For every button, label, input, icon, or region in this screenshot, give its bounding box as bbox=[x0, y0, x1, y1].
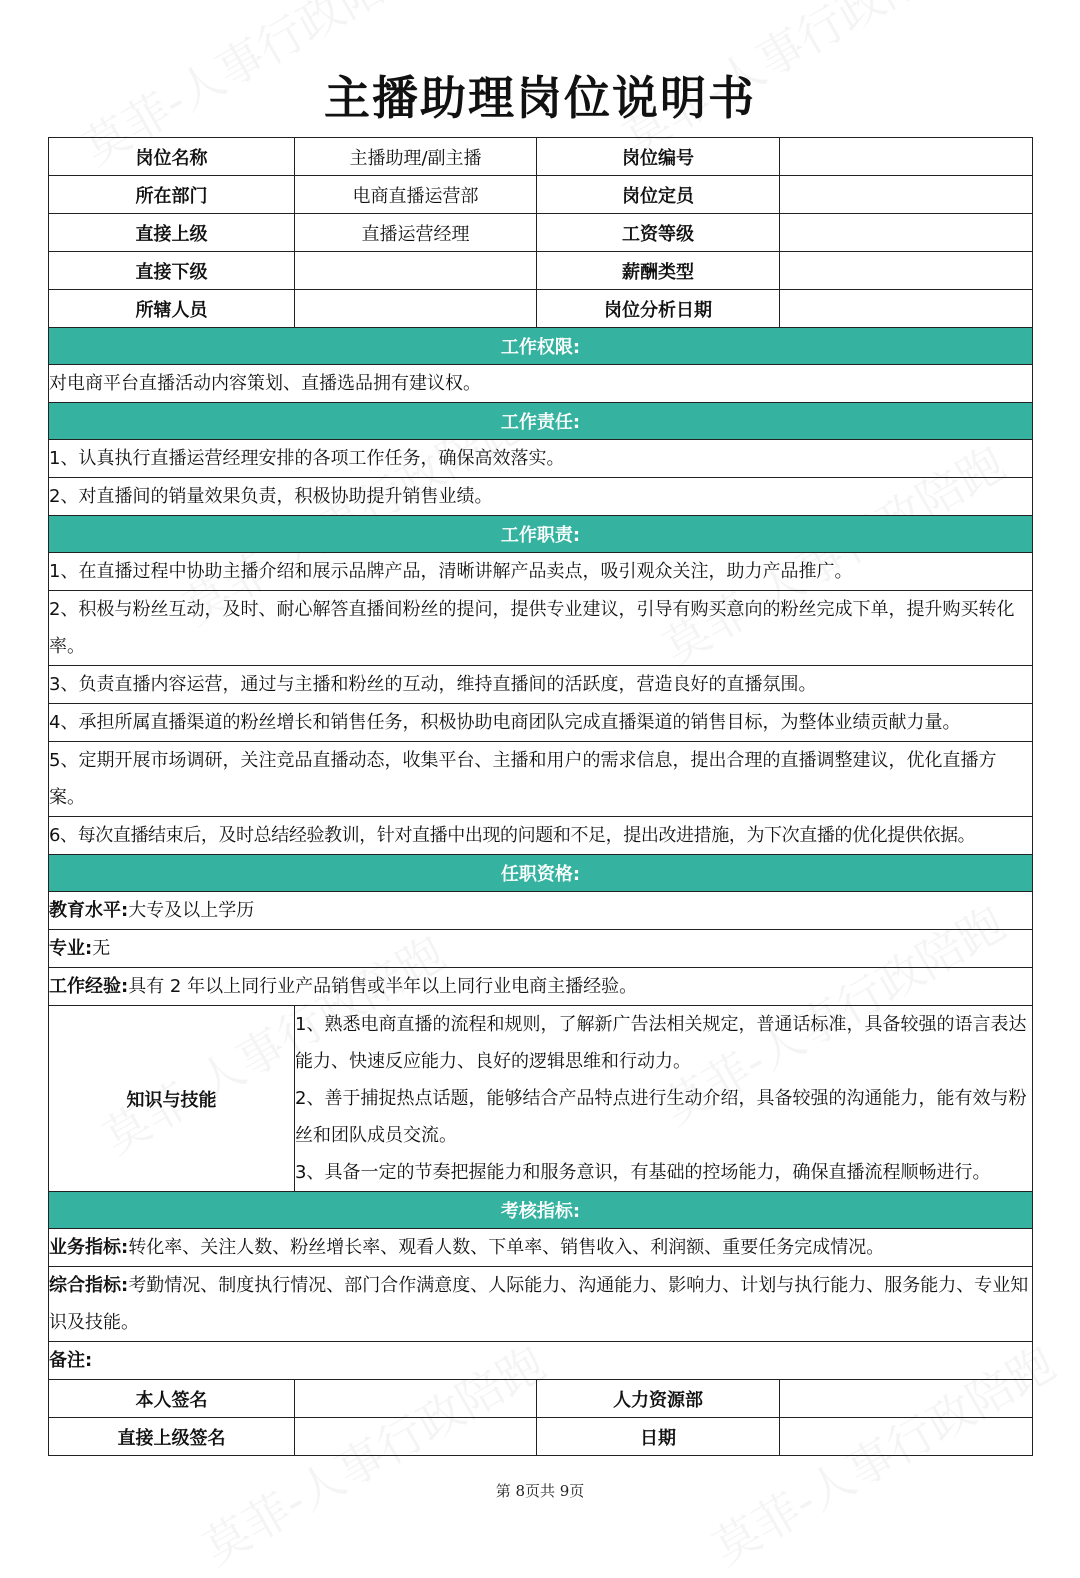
text-row bbox=[49, 365, 1033, 403]
experience-row bbox=[49, 968, 1033, 1006]
department-value: 电商直播运营部 bbox=[295, 176, 537, 214]
overall-kpi-label: 综合指标: bbox=[49, 1275, 129, 1296]
text-row bbox=[49, 666, 1033, 704]
duty-item: 4、承担所属直播渠道的粉丝增长和销售任务，积极协助电商团队完成直播渠道的销售目标，为整体业绩贡献力量。 bbox=[49, 704, 1033, 742]
remarks-row bbox=[49, 1342, 1033, 1380]
department-label: 所在部门 bbox=[49, 176, 295, 214]
duty-item: 2、积极与粉丝互动，及时、耐心解答直播间粉丝的提问，提供专业建议，引导有购买意向的粉丝完成下单，提升购买转化率。 bbox=[49, 591, 1033, 666]
skill-item: 3、具备一定的节奏把握能力和服务意识，有基础的控场能力，确保直播流程顺畅进行。 bbox=[295, 1162, 991, 1183]
experience-label: 工作经验: bbox=[49, 976, 129, 997]
hr-label: 人力资源部 bbox=[537, 1380, 780, 1418]
self-signature-field[interactable] bbox=[295, 1380, 537, 1418]
text-row bbox=[49, 440, 1033, 478]
responsibility-item: 1、认真执行直播运营经理安排的各项工作任务，确保高效落实。 bbox=[49, 440, 1033, 478]
position-code-label: 岗位编号 bbox=[537, 138, 780, 176]
responsibility-item: 2、对直播间的销量效果负责，积极协助提升销售业绩。 bbox=[49, 478, 1033, 516]
education-value: 大专及以上学历 bbox=[128, 900, 255, 921]
duty-item: 6、每次直播结束后，及时总结经验教训，针对直播中出现的问题和不足，提出改进措施，为下次直播的优化提供依据。 bbox=[49, 817, 1033, 855]
duty-item: 1、在直播过程中协助主播介绍和展示品牌产品，清晰讲解产品卖点，吸引观众关注，助力产品推广。 bbox=[49, 553, 1033, 591]
business-kpi-row bbox=[49, 1229, 1033, 1267]
headcount-value bbox=[780, 176, 1033, 214]
major-row bbox=[49, 930, 1033, 968]
skill-item: 2、善于捕捉热点话题，能够结合产品特点进行生动介绍，具备较强的沟通能力，能有效与粉丝和团队成员交流。 bbox=[295, 1088, 1027, 1146]
duty-item: 5、定期开展市场调研，关注竞品直播动态，收集平台、主播和用户的需求信息，提出合理的直播调整建议，优化直播方案。 bbox=[49, 742, 1033, 817]
major-label: 专业: bbox=[49, 938, 93, 959]
date-label: 日期 bbox=[537, 1418, 780, 1456]
supervisor-label: 直接上级 bbox=[49, 214, 295, 252]
signature-row bbox=[49, 1380, 1033, 1418]
info-row bbox=[49, 290, 1033, 328]
overall-kpi-value: 考勤情况、制度执行情况、部门合作满意度、人际能力、沟通能力、影响力、计划与执行能力、服务能力、专业知识及技能。 bbox=[49, 1275, 1029, 1333]
section-title: 工作职责: bbox=[49, 516, 1033, 553]
education-row bbox=[49, 892, 1033, 930]
pay-type-value bbox=[780, 252, 1033, 290]
job-description-table bbox=[48, 137, 1033, 1456]
staff-value bbox=[295, 290, 537, 328]
position-code-value bbox=[780, 138, 1033, 176]
self-signature-label: 本人签名 bbox=[49, 1380, 295, 1418]
skills-row bbox=[49, 1006, 1033, 1192]
date-field[interactable] bbox=[780, 1418, 1033, 1456]
subordinate-label: 直接下级 bbox=[49, 252, 295, 290]
business-kpi-label: 业务指标: bbox=[49, 1237, 129, 1258]
text-row bbox=[49, 930, 1033, 968]
remarks-label: 备注: bbox=[49, 1350, 93, 1371]
text-row bbox=[49, 478, 1033, 516]
section-header-authority bbox=[49, 328, 1033, 365]
info-row bbox=[49, 214, 1033, 252]
supervisor-signature-field[interactable] bbox=[295, 1418, 537, 1456]
skills-label: 知识与技能 bbox=[49, 1006, 295, 1192]
text-row bbox=[49, 968, 1033, 1006]
text-row bbox=[49, 553, 1033, 591]
info-row bbox=[49, 252, 1033, 290]
headcount-label: 岗位定员 bbox=[537, 176, 780, 214]
salary-grade-label: 工资等级 bbox=[537, 214, 780, 252]
salary-grade-value bbox=[780, 214, 1033, 252]
supervisor-signature-label: 直接上级签名 bbox=[49, 1418, 295, 1456]
text-row bbox=[49, 1342, 1033, 1380]
hr-signature-field[interactable] bbox=[780, 1380, 1033, 1418]
info-row bbox=[49, 138, 1033, 176]
page-title: 主播助理岗位说明书 bbox=[324, 71, 756, 125]
section-header-duties bbox=[49, 516, 1033, 553]
staff-label: 所辖人员 bbox=[49, 290, 295, 328]
section-header-qualification bbox=[49, 855, 1033, 892]
text-row bbox=[49, 1267, 1033, 1342]
subordinate-value bbox=[295, 252, 537, 290]
text-row bbox=[49, 742, 1033, 817]
section-header-responsibility bbox=[49, 403, 1033, 440]
skill-item: 1、熟悉电商直播的流程和规则，了解新广告法相关规定，普通话标准，具备较强的语言表达能力、快速反应能力、良好的逻辑思维和行动力。 bbox=[295, 1014, 1027, 1072]
text-row bbox=[49, 1229, 1033, 1267]
education-label: 教育水平: bbox=[49, 900, 129, 921]
overall-kpi-row bbox=[49, 1267, 1033, 1342]
text-row bbox=[49, 892, 1033, 930]
duty-item: 3、负责直播内容运营，通过与主播和粉丝的互动，维持直播间的活跃度，营造良好的直播氛围。 bbox=[49, 666, 1033, 704]
position-name-label: 岗位名称 bbox=[49, 138, 295, 176]
text-row bbox=[49, 704, 1033, 742]
section-title: 工作责任: bbox=[49, 403, 1033, 440]
analysis-date-value bbox=[780, 290, 1033, 328]
position-name-value: 主播助理/副主播 bbox=[295, 138, 537, 176]
section-title: 考核指标: bbox=[49, 1192, 1033, 1229]
section-header-assessment bbox=[49, 1192, 1033, 1229]
supervisor-value: 直播运营经理 bbox=[295, 214, 537, 252]
analysis-date-label: 岗位分析日期 bbox=[537, 290, 780, 328]
section-title: 工作权限: bbox=[49, 328, 1033, 365]
major-value: 无 bbox=[92, 938, 111, 959]
pay-type-label: 薪酬类型 bbox=[537, 252, 780, 290]
page-number: 第 8页共 9页 bbox=[495, 1482, 585, 1500]
section-title: 任职资格: bbox=[49, 855, 1033, 892]
signature-row bbox=[49, 1418, 1033, 1456]
info-row bbox=[49, 176, 1033, 214]
business-kpi-value: 转化率、关注人数、粉丝增长率、观看人数、下单率、销售收入、利润额、重要任务完成情况。 bbox=[128, 1237, 885, 1258]
authority-text: 对电商平台直播活动内容策划、直播选品拥有建议权。 bbox=[49, 365, 1033, 403]
skills-list bbox=[295, 1006, 1033, 1192]
experience-value: 具有 2 年以上同行业产品销售或半年以上同行业电商主播经验。 bbox=[128, 976, 638, 997]
text-row bbox=[49, 591, 1033, 666]
text-row bbox=[49, 817, 1033, 855]
